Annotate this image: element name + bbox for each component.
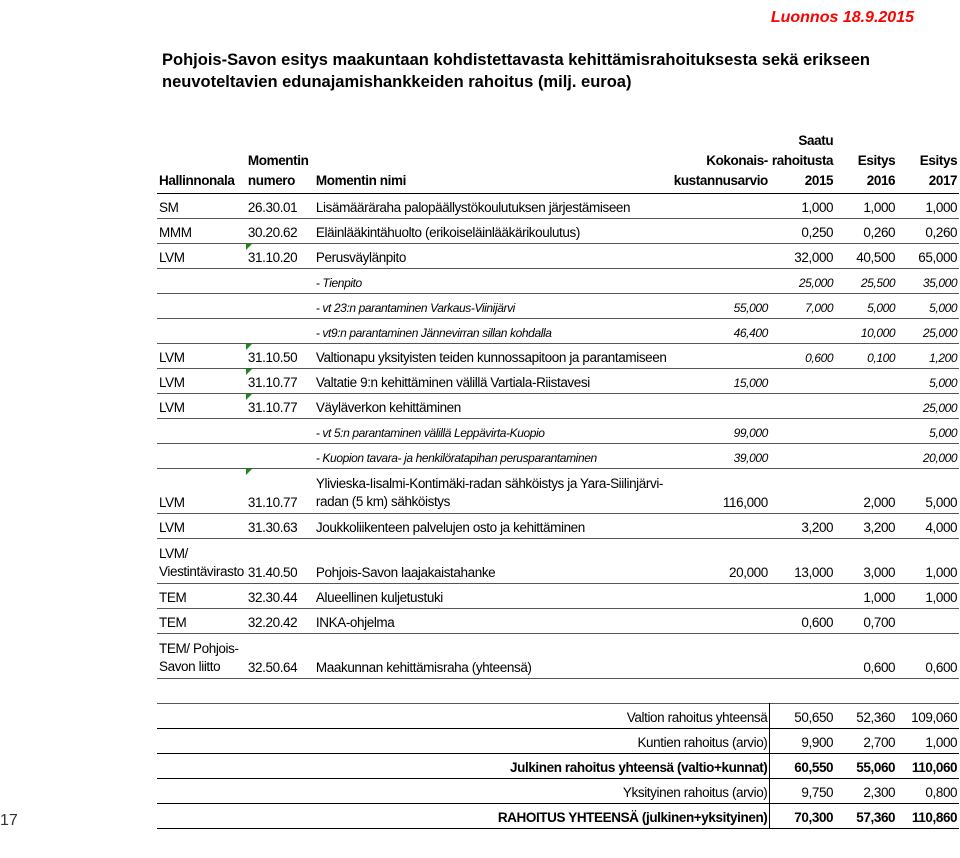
cell-momentin-numero <box>246 444 314 469</box>
cell-momentin-numero: 32.20.42 <box>247 615 298 630</box>
cell-momentin-numero: 31.30.63 <box>247 520 298 535</box>
cell-hallinnonala: TEM <box>159 615 187 630</box>
table-row <box>157 194 959 219</box>
cell-momentin-numero <box>246 269 314 294</box>
cell-momentin-numero: 30.20.62 <box>247 225 298 240</box>
cell-esitys-2016 <box>835 419 897 444</box>
cell-kokonais <box>670 194 770 219</box>
cell-esitys-2017: 5,000 <box>929 376 958 390</box>
cell-momentin-numero: 26.30.01 <box>247 200 298 215</box>
cell-esitys-2016: 10,000 <box>860 326 896 340</box>
cell-momentin-nimi: - vt 23:n parantaminen Varkaus-Viinijärvi <box>315 301 515 315</box>
header-kokonaiskustannusarvio: Kokonais- kustannusarvio <box>670 131 770 194</box>
cell-hallinnonala <box>157 634 246 679</box>
sum-label: Julkinen rahoitus yhteensä (valtio+kunnat) <box>157 754 770 779</box>
table-header-row <box>157 131 959 194</box>
cell-esitys-2016 <box>835 444 897 469</box>
header-momentin-nimi: Momentin nimi <box>314 131 670 194</box>
cell-hallinnonala: LVM <box>159 400 185 415</box>
cell-saatu <box>770 394 835 419</box>
cell-hallinnonala: LVM <box>159 495 185 510</box>
cell-kokonais <box>670 244 770 269</box>
cell-momentin-numero: 31.10.77 <box>246 369 314 394</box>
cell-esitys-2017: 5,000 <box>929 426 958 440</box>
cell-saatu: 25,000 <box>798 276 834 290</box>
cell-kokonais <box>670 344 770 369</box>
cell-hallinnonala <box>157 539 246 584</box>
cell-esitys-2017: 20,000 <box>922 451 958 465</box>
cell-esitys-2017: 25,000 <box>922 326 958 340</box>
cell-kokonais: 116,000 <box>722 495 768 510</box>
cell-hallinnonala <box>157 294 246 319</box>
cell-hallinnonala <box>157 269 246 294</box>
cell-momentin-numero: 31.10.77 <box>246 469 314 514</box>
cell-esitys-2017: 25,000 <box>922 401 958 415</box>
sum-saatu: 70,300 <box>770 804 835 829</box>
sum-esitys-2017: 110,060 <box>897 754 959 779</box>
table-row <box>157 444 959 469</box>
cell-kokonais <box>670 219 770 244</box>
sum-esitys-2017: 1,000 <box>897 729 959 754</box>
funding-table <box>157 131 959 829</box>
cell-kokonais: 46,400 <box>733 326 768 340</box>
table-row <box>157 369 959 394</box>
cell-momentin-nimi: - vt 5:n parantaminen välillä Leppävirta-Kuopio <box>315 426 545 440</box>
cell-esitys-2016: 3,200 <box>863 520 896 535</box>
cell-kokonais <box>670 269 770 294</box>
sum-row-yhteensa <box>157 804 959 829</box>
cell-saatu: 13,000 <box>794 565 834 580</box>
sum-label: RAHOITUS YHTEENSÄ (julkinen+yksityinen) <box>157 804 770 829</box>
cell-momentin-nimi: - vt9:n parantaminen Jännevirran sillan kohdalla <box>315 326 552 340</box>
table-row <box>157 539 959 584</box>
sum-saatu: 50,650 <box>770 704 835 729</box>
cell-hallinnonala <box>157 419 246 444</box>
cell-esitys-2017: 65,000 <box>918 250 958 265</box>
cell-esitys-2016: 1,000 <box>863 590 896 605</box>
table-row <box>157 219 959 244</box>
sum-label: Valtion rahoitus yhteensä <box>157 704 770 729</box>
cell-kokonais <box>670 634 770 679</box>
cell-esitys-2017: 35,000 <box>922 276 958 290</box>
spacer-cell <box>157 679 959 704</box>
table-row <box>157 294 959 319</box>
cell-kokonais: 39,000 <box>733 451 768 465</box>
cell-hallinnonala: SM <box>159 200 179 215</box>
page-number: 17 <box>0 812 18 829</box>
table-row <box>157 609 959 634</box>
cell-saatu <box>770 419 835 444</box>
cell-saatu <box>770 444 835 469</box>
cell-hallinnonala <box>157 444 246 469</box>
cell-momentin-numero <box>246 294 314 319</box>
sum-row-yksityinen <box>157 779 959 804</box>
cell-momentin-nimi: Joukkoliikenteen palvelujen osto ja kehittäminen <box>315 520 585 535</box>
cell-esitys-2017: 0,600 <box>925 660 958 675</box>
header-saatu-rahoitusta-2015: Saatu rahoitusta 2015 <box>770 131 835 194</box>
cell-saatu <box>770 634 835 679</box>
cell-esitys-2017: 1,000 <box>925 200 958 215</box>
name-line-1: Ylivieska-Iisalmi-Kontimäki-radan sähköistys ja Yara-Siilinjärvi- <box>315 476 664 491</box>
cell-hallinnonala: LVM <box>159 375 185 390</box>
cell-saatu: 0,600 <box>801 615 834 630</box>
cell-saatu: 0,250 <box>801 225 834 240</box>
cell-esitys-2017: 1,000 <box>925 565 958 580</box>
cell-hallinnonala <box>157 319 246 344</box>
cell-esitys-2016 <box>835 394 897 419</box>
page-title: Pohjois-Savon esitys maakuntaan kohdistettavasta kehittämisrahoituksesta sekä erikseen neuvoteltavien edunajamishankkeiden rahoitus (milj. euroa) <box>162 51 870 91</box>
cell-momentin-nimi: Lisämääräraha palopäällystökoulutuksen järjestämiseen <box>315 200 631 215</box>
cell-momentin-numero <box>246 419 314 444</box>
cell-esitys-2017: 1,000 <box>925 590 958 605</box>
header-momentin-numero: Momentin numero <box>246 131 314 194</box>
cell-momentin-nimi: INKA-ohjelma <box>315 615 395 630</box>
cell-momentin-nimi: Maakunnan kehittämisraha (yhteensä) <box>315 660 532 675</box>
table-row <box>157 419 959 444</box>
hall-line-2: Savon liitto <box>159 659 221 674</box>
name-line-2: radan (5 km) sähköistys <box>315 494 451 509</box>
cell-saatu: 3,200 <box>801 520 834 535</box>
sum-row-kunnat <box>157 729 959 754</box>
cell-momentin-numero: 32.30.44 <box>247 590 298 605</box>
cell-momentin-numero: 31.10.20 <box>246 244 314 269</box>
hall-line-1: LVM/ <box>159 546 188 561</box>
cell-momentin-nimi: Alueellinen kuljetustuki <box>315 590 443 605</box>
cell-kokonais <box>670 394 770 419</box>
table-row <box>157 344 959 369</box>
cell-saatu <box>770 584 835 609</box>
table-row <box>157 269 959 294</box>
sum-saatu: 9,750 <box>770 779 835 804</box>
cell-momentin-numero: 31.10.77 <box>246 394 314 419</box>
sum-saatu: 60,550 <box>770 754 835 779</box>
cell-momentin-nimi: Eläinlääkintähuolto (erikoiseläinlääkärikoulutus) <box>315 225 580 240</box>
cell-esitys-2016: 40,500 <box>856 250 896 265</box>
cell-saatu <box>770 469 835 514</box>
cell-hallinnonala: LVM <box>159 250 185 265</box>
cell-momentin-nimi: - Kuopion tavara- ja henkilöratapihan perusparantaminen <box>315 451 597 465</box>
table-row <box>157 469 959 514</box>
table-row <box>157 514 959 539</box>
spacer-row <box>157 679 959 704</box>
sum-label: Yksityinen rahoitus (arvio) <box>157 779 770 804</box>
cell-kokonais: 15,000 <box>733 376 768 390</box>
cell-esitys-2016: 2,000 <box>863 495 896 510</box>
cell-esitys-2017: 5,000 <box>925 495 958 510</box>
cell-saatu: 1,000 <box>801 200 834 215</box>
cell-esitys-2017: 5,000 <box>929 301 958 315</box>
table-row <box>157 244 959 269</box>
sum-saatu: 9,900 <box>770 729 835 754</box>
hall-line-1: TEM/ Pohjois- <box>159 641 239 656</box>
header-hallinnonala: Hallinnonala <box>157 131 246 194</box>
table-row <box>157 319 959 344</box>
sum-esitys-2017: 110,860 <box>897 804 959 829</box>
cell-kokonais: 99,000 <box>733 426 768 440</box>
cell-momentin-numero: 32.50.64 <box>247 660 298 675</box>
cell-momentin-nimi: Perusväylänpito <box>315 250 406 265</box>
cell-saatu <box>770 319 835 344</box>
sum-esitys-2016: 52,360 <box>835 704 897 729</box>
header-esitys-2017: Esitys 2017 <box>897 131 959 194</box>
draft-note: Luonnos 18.9.2015 <box>770 9 914 26</box>
cell-kokonais <box>670 584 770 609</box>
cell-hallinnonala: LVM <box>159 350 185 365</box>
hall-line-2: Viestintävirasto <box>159 564 244 579</box>
cell-momentin-numero: 31.40.50 <box>247 565 298 580</box>
cell-saatu: 32,000 <box>794 250 834 265</box>
cell-esitys-2017: 4,000 <box>925 520 958 535</box>
table-row <box>157 584 959 609</box>
cell-momentin-numero <box>246 319 314 344</box>
cell-esitys-2016: 5,000 <box>867 301 896 315</box>
cell-esitys-2017: 1,200 <box>929 351 958 365</box>
cell-hallinnonala: MMM <box>159 225 192 240</box>
cell-kokonais: 55,000 <box>733 301 768 315</box>
sum-esitys-2017: 109,060 <box>897 704 959 729</box>
cell-esitys-2017 <box>897 609 959 634</box>
cell-esitys-2016: 0,260 <box>863 225 896 240</box>
cell-esitys-2017: 0,260 <box>925 225 958 240</box>
sum-label: Kuntien rahoitus (arvio) <box>157 729 770 754</box>
sum-esitys-2016: 57,360 <box>835 804 897 829</box>
cell-momentin-nimi: Valtatie 9:n kehittäminen välillä Vartiala-Riistavesi <box>315 375 590 390</box>
cell-saatu: 0,600 <box>805 351 834 365</box>
cell-kokonais <box>670 514 770 539</box>
cell-momentin-nimi: Väyläverkon kehittäminen <box>315 400 461 415</box>
cell-momentin-nimi: Valtionapu yksityisten teiden kunnossapitoon ja parantamiseen <box>315 350 667 365</box>
header-esitys-2016: Esitys 2016 <box>835 131 897 194</box>
cell-kokonais: 20,000 <box>729 565 768 580</box>
cell-saatu: 7,000 <box>805 301 834 315</box>
sum-row-valtio <box>157 704 959 729</box>
cell-esitys-2016: 0,100 <box>867 351 896 365</box>
sum-row-julkinen <box>157 754 959 779</box>
cell-esitys-2016: 0,700 <box>863 615 896 630</box>
cell-esitys-2016: 1,000 <box>863 200 896 215</box>
sum-esitys-2016: 2,700 <box>835 729 897 754</box>
cell-momentin-nimi: Pohjois-Savon laajakaistahanke <box>315 565 496 580</box>
cell-saatu <box>770 369 835 394</box>
table-row <box>157 634 959 679</box>
cell-hallinnonala: LVM <box>159 520 185 535</box>
cell-momentin-nimi <box>314 469 670 514</box>
sum-esitys-2016: 2,300 <box>835 779 897 804</box>
sum-esitys-2017: 0,800 <box>897 779 959 804</box>
cell-kokonais <box>670 609 770 634</box>
sum-esitys-2016: 55,060 <box>835 754 897 779</box>
table-row <box>157 394 959 419</box>
cell-esitys-2016: 0,600 <box>863 660 896 675</box>
cell-momentin-numero: 31.10.50 <box>246 344 314 369</box>
cell-esitys-2016 <box>835 369 897 394</box>
cell-hallinnonala: TEM <box>159 590 187 605</box>
cell-momentin-nimi: - Tienpito <box>315 276 362 290</box>
cell-esitys-2016: 3,000 <box>863 565 896 580</box>
cell-esitys-2016: 25,500 <box>860 276 896 290</box>
